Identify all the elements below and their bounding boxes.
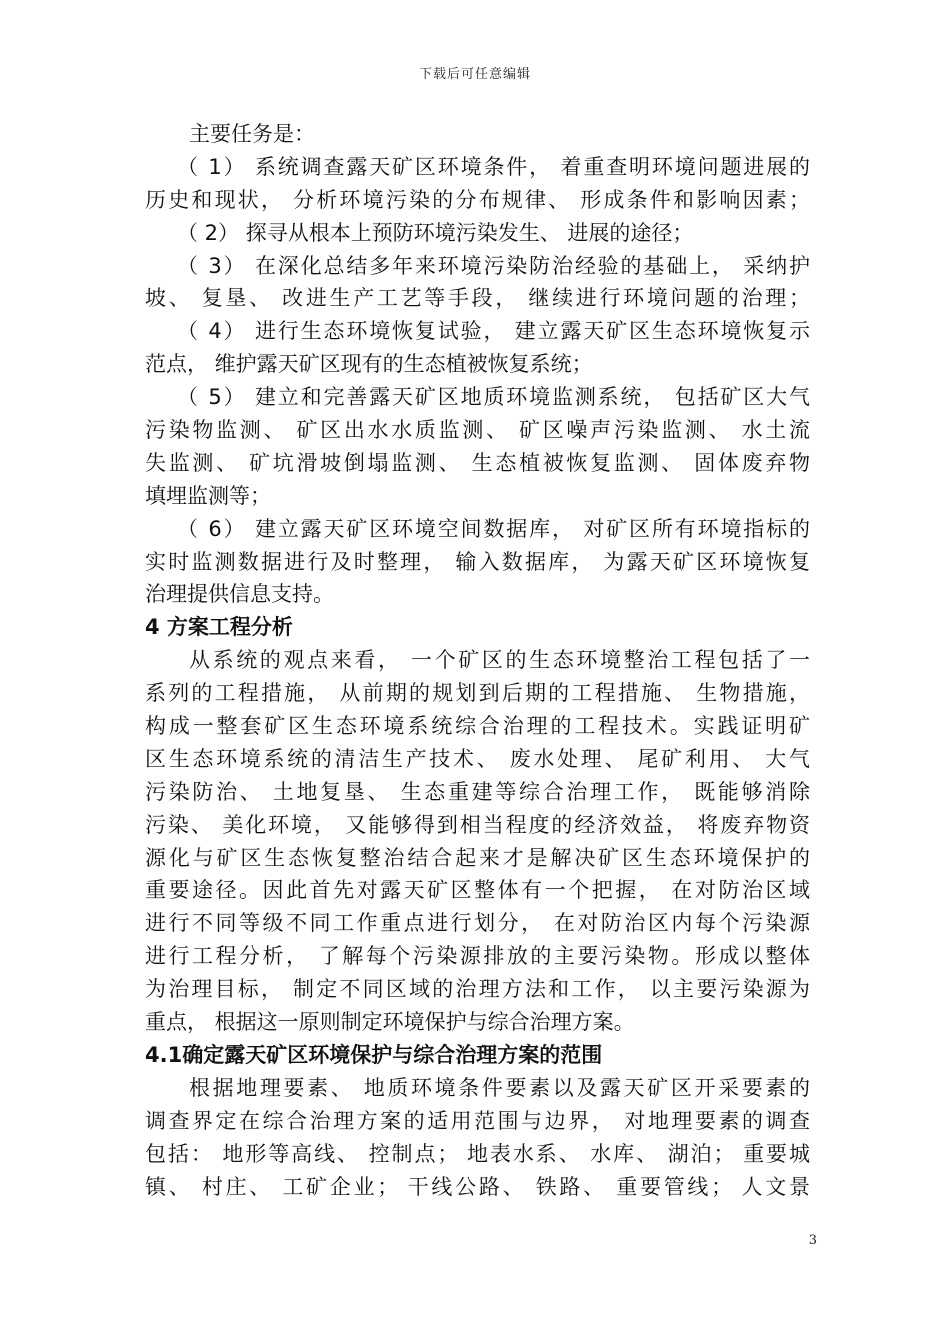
- paragraph-line: 进行不同等级不同工作重点进行划分， 在对防治区内每个污染源: [145, 911, 810, 936]
- paragraph-line: 系列的工程措施， 从前期的规划到后期的工程措施、 生物措施，: [145, 681, 810, 706]
- page-number: 3: [808, 1233, 817, 1248]
- paragraph-line: 实时监测数据进行及时整理， 输入数据库， 为露天矿区环境恢复: [145, 549, 810, 574]
- paragraph-line: 构成一整套矿区生态环境系统综合治理的工程技术。实践证明矿: [145, 714, 810, 739]
- paragraph-line: 进行工程分析， 了解每个污染源排放的主要污染物。形成以整体: [145, 944, 810, 969]
- paragraph-line: 历史和现状， 分析环境污染的分布规律、 形成条件和影响因素；: [145, 187, 810, 212]
- paragraph-line: 源化与矿区生态恢复整治结合起来才是解决矿区生态环境保护的: [145, 845, 810, 870]
- paragraph-line: （ 5） 建立和完善露天矿区地质环境监测系统， 包括矿区大气: [177, 385, 810, 410]
- section-heading: 4 方案工程分析: [145, 615, 293, 640]
- paragraph-line: 区生态环境系统的清洁生产技术、 废水处理、 尾矿利用、 大气: [145, 746, 810, 771]
- paragraph-line: 污染、 美化环境， 又能够得到相当程度的经济效益， 将废弃物资: [145, 812, 810, 837]
- paragraph-line: 调查界定在综合治理方案的适用范围与边界， 对地理要素的调查: [145, 1108, 810, 1133]
- paragraph-line: 主要任务是：: [189, 122, 315, 146]
- paragraph-line: 失监测、 矿坑滑坡倒塌监测、 生态植被恢复监测、 固体废弃物: [145, 450, 810, 475]
- paragraph-line: （ 6） 建立露天矿区环境空间数据库， 对矿区所有环境指标的: [177, 516, 810, 541]
- paragraph-line: 镇、 村庄、 工矿企业； 干线公路、 铁路、 重要管线； 人文景: [145, 1174, 810, 1199]
- paragraph-line: 重要途径。因此首先对露天矿区整体有一个把握， 在对防治区域: [145, 878, 810, 903]
- paragraph-line: 范点， 维护露天矿区现有的生态植被恢复系统；: [145, 352, 593, 377]
- paragraph-line: 填埋监测等；: [145, 483, 271, 508]
- paragraph-line: 包括： 地形等高线、 控制点； 地表水系、 水库、 湖泊； 重要城: [145, 1141, 810, 1166]
- paragraph-line: 坡、 复垦、 改进生产工艺等手段， 继续进行环境问题的治理；: [145, 286, 810, 311]
- subsection-heading: 4.1确定露天矿区环境保护与综合治理方案的范围: [145, 1042, 603, 1067]
- paragraph-line: 为治理目标， 制定不同区域的治理方法和工作， 以主要污染源为: [145, 977, 810, 1002]
- paragraph-line: 根据地理要素、 地质环境条件要素以及露天矿区开采要素的: [189, 1075, 810, 1100]
- paragraph-line: （ 2） 探寻从根本上预防环境污染发生、 进展的途径；: [177, 220, 694, 245]
- document-body: [145, 118, 810, 1203]
- paragraph-line: 重点， 根据这一原则制定环境保护与综合治理方案。: [145, 1010, 635, 1035]
- paragraph-line: 污染防治、 土地复垦、 生态重建等综合治理工作， 既能够消除: [145, 779, 810, 804]
- paragraph-line: 治理提供信息支持。: [145, 582, 334, 607]
- paragraph-line: （ 1） 系统调查露天矿区环境条件， 着重查明环境问题进展的: [177, 154, 810, 179]
- paragraph-line: （ 4） 进行生态环境恢复试验， 建立露天矿区生态环境恢复示: [177, 319, 810, 344]
- paragraph-line: 污染物监测、 矿区出水水质监测、 矿区噪声污染监测、 水土流: [145, 418, 810, 443]
- paragraph-line: 从系统的观点来看， 一个矿区的生态环境整治工程包括了一: [189, 648, 810, 673]
- page-header: 下载后可任意编辑: [418, 67, 531, 82]
- paragraph-line: （ 3） 在深化总结多年来环境污染防治经验的基础上， 采纳护: [177, 253, 810, 278]
